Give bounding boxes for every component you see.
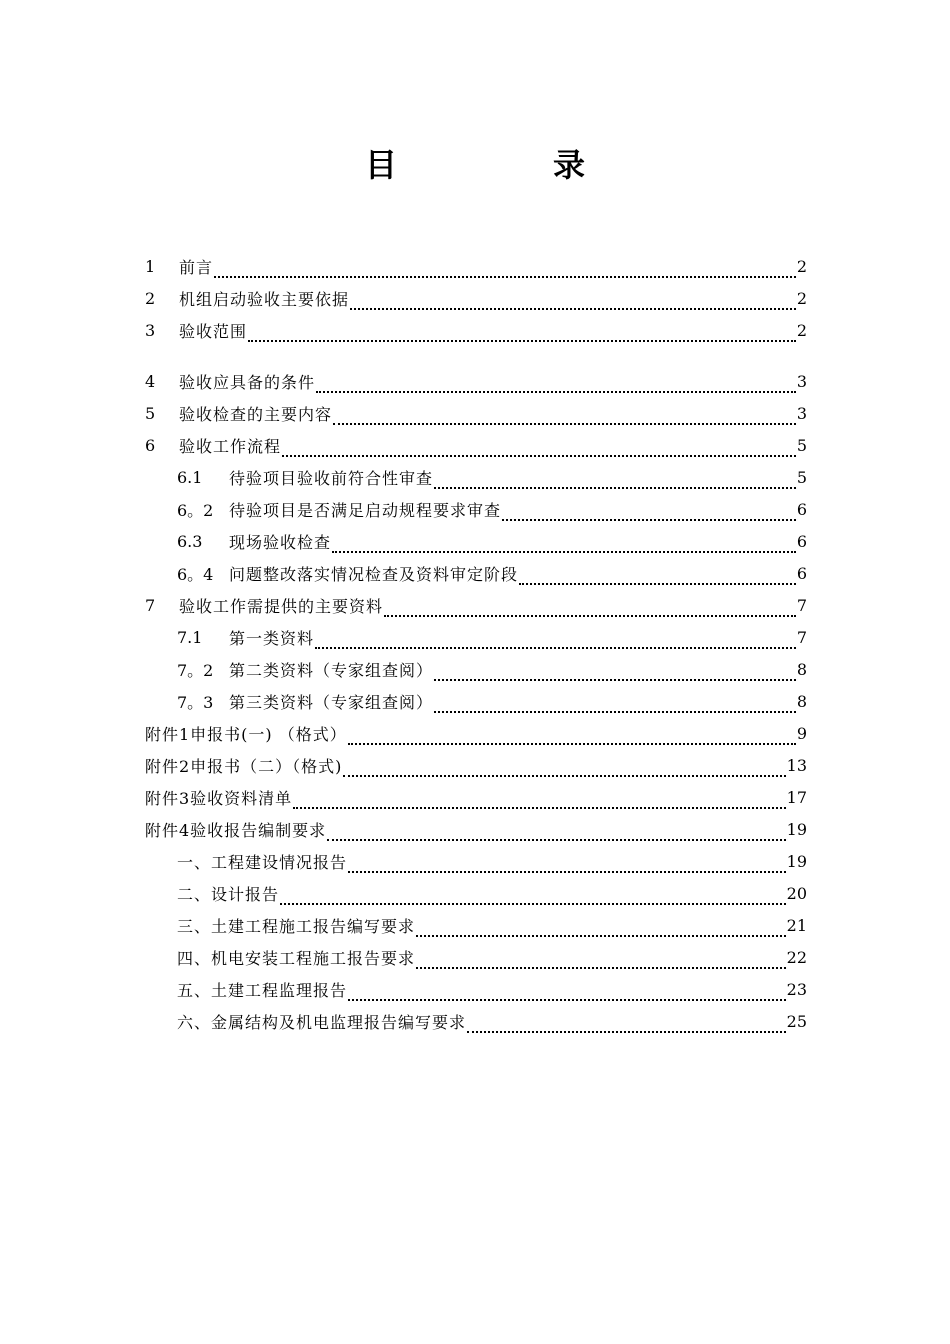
dot-leader [416,951,786,969]
toc-entry-title: 第三类资料（专家组查阅） [229,692,434,712]
toc-entry[interactable] [145,749,807,781]
toc-entry-title: 第一类资料 [229,628,315,648]
toc-entry-number: 7。3 [177,692,214,712]
dot-leader [416,919,786,937]
toc-entry-title: 附件1申报书(一) （格式） [145,724,347,744]
dot-leader [348,983,786,1001]
dot-leader [348,855,786,873]
toc-entry[interactable] [145,365,807,397]
toc-entry-page: 25 [786,1011,807,1031]
toc-entry-title: 机组启动验收主要依据 [179,289,350,309]
toc-entry-number: 7。2 [177,660,214,680]
toc-entry-page: 20 [786,883,807,903]
toc-entry[interactable] [145,717,807,749]
dot-leader [332,535,796,553]
toc-entry-page: 21 [786,915,807,935]
toc-entry-title: 五、土建工程监理报告 [177,980,348,1000]
toc-entry-page: 13 [786,755,807,775]
toc-entry[interactable] [145,941,807,973]
toc-entry-page: 2 [796,320,807,340]
toc-entry[interactable] [145,282,807,314]
toc-entry-number: 4 [145,371,156,391]
toc-entry-title: 验收工作需提供的主要资料 [179,596,384,616]
toc-entry[interactable] [145,877,807,909]
dot-leader [434,695,796,713]
toc-entry-title: 待验项目是否满足启动规程要求审查 [229,500,502,520]
dot-leader [293,791,785,809]
toc-entry[interactable] [145,314,807,346]
toc-entry-page: 6 [796,499,807,519]
toc-entry-title: 待验项目验收前符合性审查 [229,468,434,488]
toc-entry-page: 7 [796,627,807,647]
toc-entry-number: 5 [145,403,156,423]
toc-entry[interactable] [145,685,807,717]
toc-entry-page: 19 [786,819,807,839]
toc-entry-page: 22 [786,947,807,967]
toc-entry-page: 3 [796,403,807,423]
dot-leader [333,407,796,425]
toc-entry-number: 7 [145,595,156,615]
toc-entry[interactable] [145,973,807,1005]
toc-entry[interactable] [145,1005,807,1037]
toc-entry-title: 一、工程建设情况报告 [177,852,348,872]
dot-leader [248,324,796,342]
toc-entry-number: 7.1 [177,627,203,647]
toc-entry[interactable] [145,909,807,941]
toc-entry-title: 附件2申报书（二）（格式) [145,756,343,776]
dot-leader [384,599,796,617]
toc-entry-title: 前言 [179,257,214,277]
toc-entry-page: 9 [796,723,807,743]
dot-leader [343,759,785,777]
toc-entry-number: 2 [145,288,156,308]
toc-entry-title: 验收工作流程 [179,436,282,456]
toc-entry-title: 验收范围 [179,321,248,341]
toc-entry[interactable] [145,589,807,621]
toc-entry-number: 3 [145,320,156,340]
toc-entry[interactable] [145,813,807,845]
toc-entry-number: 1 [145,256,156,276]
dot-leader [467,1015,786,1033]
toc-entry-title: 附件4验收报告编制要求 [145,820,327,840]
toc-entry-page: 8 [796,691,807,711]
toc-entry-number: 6.3 [177,531,203,551]
toc-entry-title: 附件3验收资料清单 [145,788,293,808]
dot-leader [502,503,796,521]
toc-entry[interactable] [145,461,807,493]
toc-entry-page: 2 [796,288,807,308]
toc-entry-page: 8 [796,659,807,679]
toc-entry-page: 7 [796,595,807,615]
toc-entry-page: 23 [786,979,807,999]
dot-leader [327,823,785,841]
toc-entry-page: 6 [796,563,807,583]
toc-entry-number: 6。2 [177,500,214,520]
toc-entry-page: 3 [796,371,807,391]
toc-entry-title: 三、土建工程施工报告编写要求 [177,916,416,936]
toc-entry-title: 现场验收检查 [229,532,332,552]
dot-leader [519,567,796,585]
toc-entry-page: 5 [796,467,807,487]
toc-entry-number: 6 [145,435,156,455]
toc-entry-title: 问题整改落实情况检查及资料审定阶段 [229,564,519,584]
dot-leader [348,727,796,745]
toc-entry[interactable] [145,653,807,685]
toc-entry-number: 6。4 [177,564,214,584]
toc-entry-title: 验收检查的主要内容 [179,404,333,424]
dot-leader [316,375,796,393]
table-of-contents [145,250,807,1037]
dot-leader [315,631,796,649]
toc-entry-page: 17 [786,787,807,807]
toc-entry-page: 2 [796,256,807,276]
toc-entry-title: 验收应具备的条件 [179,372,316,392]
toc-entry-title: 二、设计报告 [177,884,280,904]
toc-entry-number: 6.1 [177,467,203,487]
dot-leader [214,260,796,278]
toc-entry-title: 六、金属结构及机电监理报告编写要求 [177,1012,467,1032]
dot-leader [280,887,786,905]
toc-entry[interactable] [145,621,807,653]
toc-entry[interactable] [145,557,807,589]
dot-leader [434,663,796,681]
toc-entry-title: 第二类资料（专家组查阅） [229,660,434,680]
toc-entry[interactable] [145,250,807,282]
toc-entry-page: 19 [786,851,807,871]
toc-entry-page: 6 [796,531,807,551]
toc-entry[interactable] [145,397,807,429]
toc-entry[interactable] [145,493,807,525]
toc-entry[interactable] [145,525,807,557]
dot-leader [282,439,796,457]
dot-leader [350,292,796,310]
toc-entry[interactable] [145,781,807,813]
toc-entry-page: 5 [796,435,807,455]
toc-entry[interactable] [145,845,807,877]
toc-entry-title: 四、机电安装工程施工报告要求 [177,948,416,968]
dot-leader [434,471,796,489]
toc-title: 目 录 [364,146,647,184]
toc-entry[interactable] [145,429,807,461]
